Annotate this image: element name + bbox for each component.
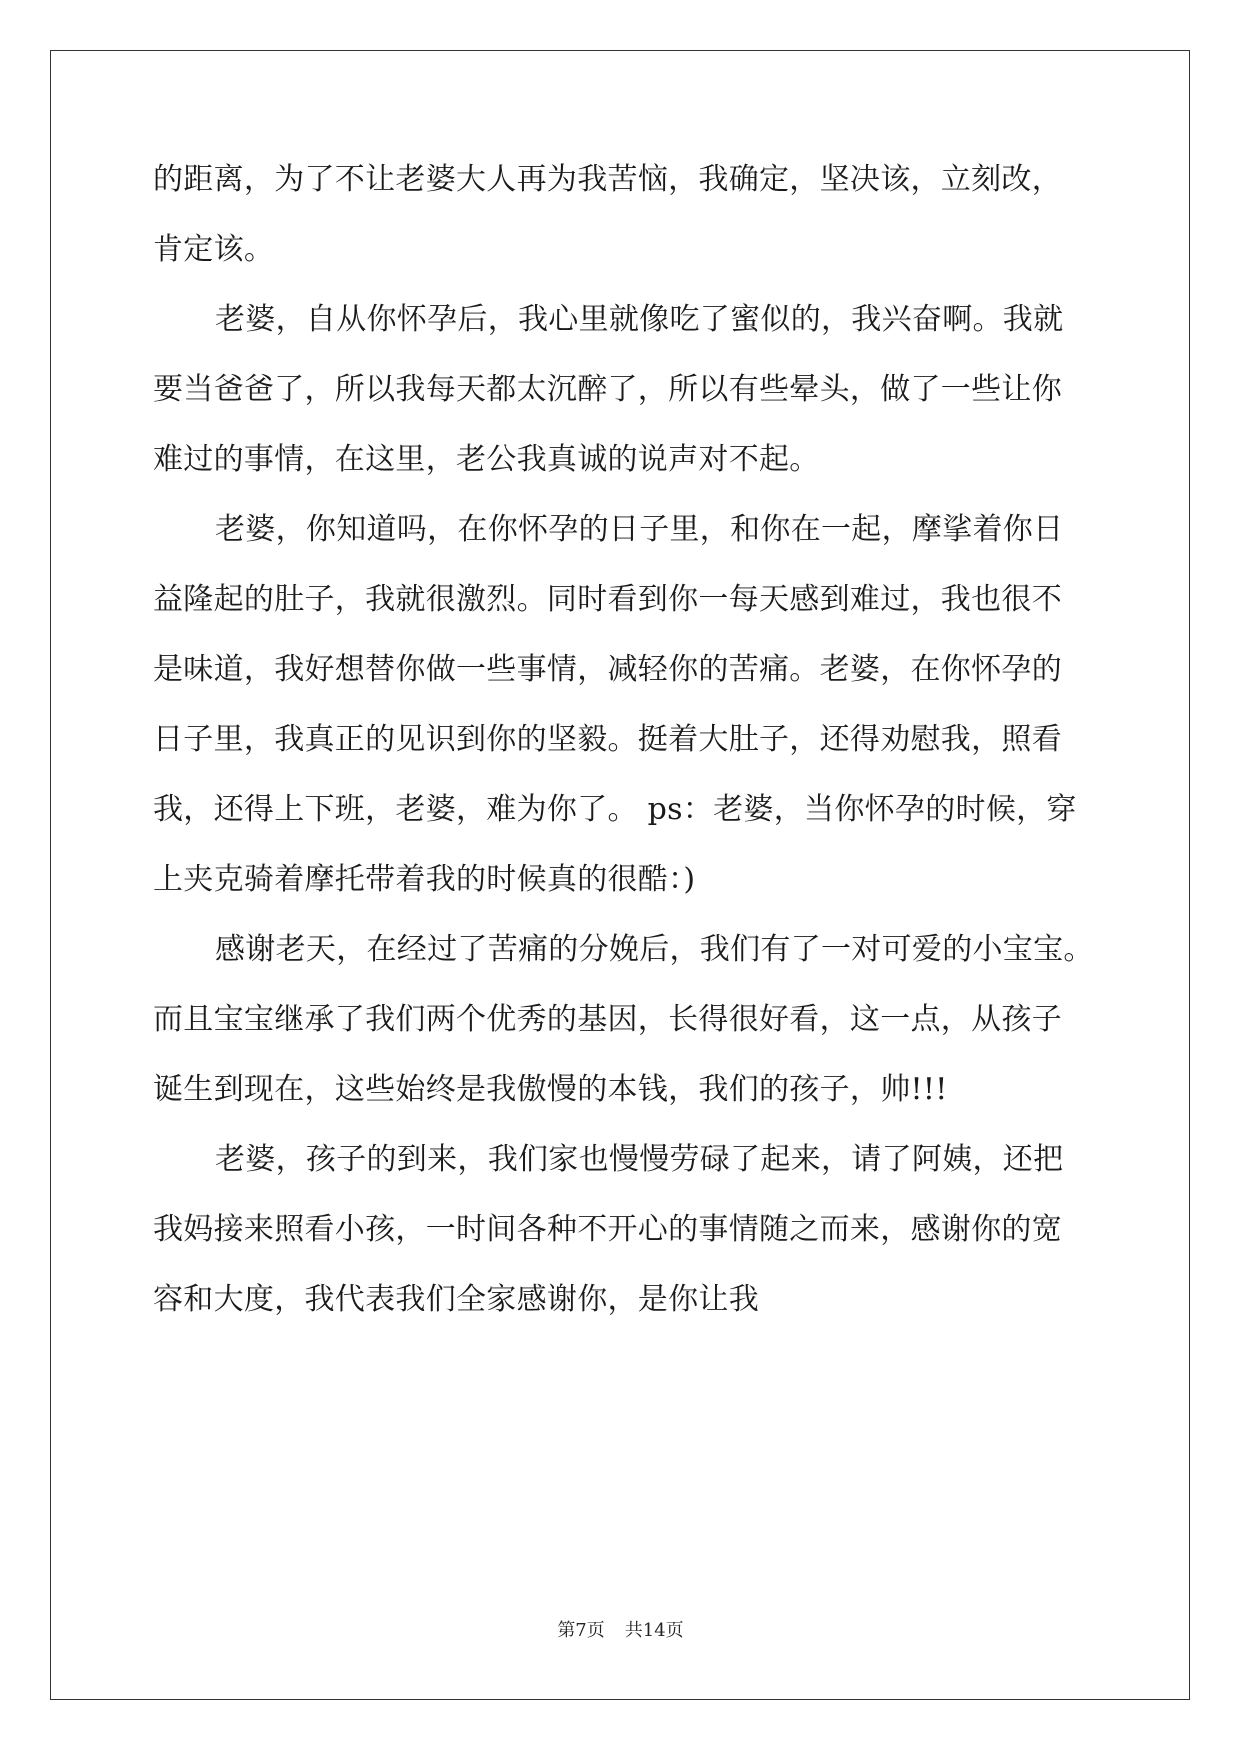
- text-line: 的距离，为了不让老婆大人再为我苦恼，我确定，坚决该，立刻改，: [153, 162, 1062, 197]
- text-line: 而且宝宝继承了我们两个优秀的基因，长得很好看，这一点，从孩子: [153, 1002, 1062, 1037]
- text-line: 我妈接来照看小孩，一时间各种不开心的事情随之而来，感谢你的宽: [153, 1212, 1062, 1247]
- text-line: 难过的事情，在这里，老公我真诚的说声对不起。: [153, 442, 820, 477]
- text-line: 诞生到现在，这些始终是我傲慢的本钱，我们的孩子，帅!!!: [153, 1072, 948, 1107]
- text-line: 我，还得上下班，老婆，难为你了。 ps：老婆，当你怀孕的时候，穿: [153, 792, 1077, 827]
- paragraph-start-line: 感谢老天，在经过了苦痛的分娩后，我们有了一对可爱的小宝宝。: [215, 932, 1094, 967]
- text-line: 是味道，我好想替你做一些事情，减轻你的苦痛。老婆，在你怀孕的: [153, 652, 1062, 687]
- page-footer: [0, 1616, 1241, 1642]
- paragraph-start-line: 老婆，你知道吗，在你怀孕的日子里，和你在一起，摩挲着你日: [215, 512, 1064, 547]
- paragraph-start-line: 老婆，孩子的到来，我们家也慢慢劳碌了起来，请了阿姨，还把: [215, 1142, 1064, 1177]
- text-line: 益隆起的肚子，我就很激烈。同时看到你一每天感到难过，我也很不: [153, 582, 1062, 617]
- text-line: 上夹克骑着摩托带着我的时候真的很酷：): [153, 862, 696, 897]
- text-line: 肯定该。: [153, 232, 275, 267]
- total-pages: 共14页: [624, 1620, 684, 1641]
- paragraph-start-line: 老婆，自从你怀孕后，我心里就像吃了蜜似的，我兴奋啊。我就: [215, 302, 1064, 337]
- page-number: 第7页: [557, 1620, 605, 1641]
- text-line: 日子里，我真正的见识到你的坚毅。挺着大肚子，还得劝慰我，照看: [153, 722, 1062, 757]
- text-line: 容和大度，我代表我们全家感谢你，是你让我: [153, 1282, 759, 1317]
- text-line: 要当爸爸了，所以我每天都太沉醉了，所以有些晕头，做了一些让你: [153, 372, 1062, 407]
